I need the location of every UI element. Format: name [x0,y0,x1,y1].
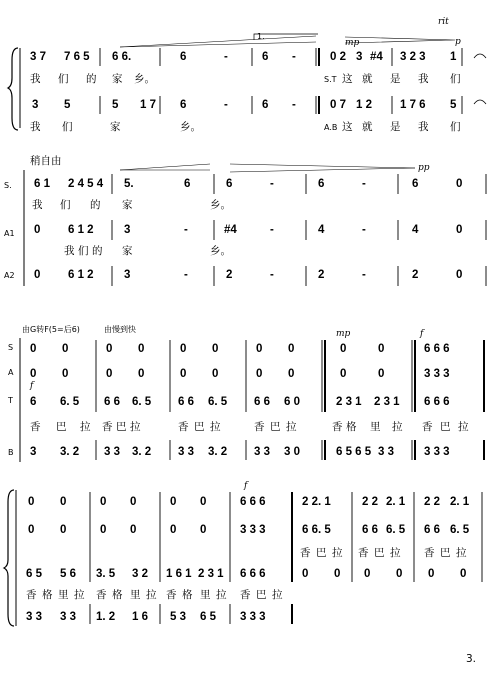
lyric: 拉 [80,421,91,433]
lyric: 香 [96,589,107,601]
s2s-note: 6 [184,178,191,190]
s1l-note-1: 3 [32,99,39,111]
lyric: 里 [58,589,69,601]
lyric: 巴 [374,547,385,559]
lyric: 拉 [392,421,403,433]
note: 5 6 [60,568,76,580]
system-3 [7,324,484,462]
s4-row-2-lyrics [300,546,467,559]
note: 6 6. 5 [302,524,331,536]
note: 3 3 3 [240,524,266,536]
lyric: 拉 [286,421,297,433]
dynamic-mp: mp [336,329,351,339]
system-1 [8,17,486,133]
s1u-note-8: 0 2 [330,51,346,63]
note: 0 [256,343,263,355]
label-s: S. [4,181,12,190]
s2a2-note: 0 [34,269,41,281]
note: 3 3 [254,446,270,458]
lyric: 拉 [74,589,85,601]
note: 3 [30,446,37,458]
lyric: A.B [324,123,338,132]
lyric: 乡。 [180,121,201,133]
label-a1: A1 [4,229,15,238]
note: 6. 5 [132,396,152,408]
lyric: 香 [30,421,41,433]
decrescendo-line [120,36,316,47]
s2a1-note: - [362,224,366,236]
lyric: 巴 [256,589,267,601]
dynamic-p: p [455,37,461,47]
dynamic-f: f [420,329,424,339]
s1l-note-2: 5 [64,99,71,111]
s2s-note: 2 4 5 4 [68,178,104,190]
note: 0 [60,496,67,508]
label-t: T [8,396,13,405]
lyric: 们 [450,121,461,133]
lyric: 巴 [116,421,127,433]
note: 2 2 [424,496,440,508]
key-change: 由G转F(5=后6) [22,325,80,334]
s2a2-note: - [362,269,366,281]
note: 0 [340,368,347,380]
s2a2-note: 3 [124,269,131,281]
lyric: 我 [64,245,75,257]
lyric: S.T [324,75,337,84]
lyric: 家 [110,121,121,133]
s2s-note: 5. [124,178,134,190]
lyric: 巴 [194,421,205,433]
lyric: 里 [370,421,381,433]
lyric: 乡。 [134,73,155,85]
s4-row-3 [26,568,466,580]
lyric: 家 [122,199,133,211]
lyric: 拉 [146,589,157,601]
note: 0 [378,368,385,380]
system-2 [4,154,486,286]
note: 2 3 1 [374,396,400,408]
s1u-note-7: - [292,51,296,63]
note: 6. 5 [450,524,470,536]
dynamic-f: f [244,481,248,491]
s2a1-note: 0 [456,224,463,236]
note: 0 [100,524,107,536]
note: 2 2 [362,496,378,508]
tempo-change: 由慢到快 [104,325,136,334]
s2a2-note: 2 [318,269,325,281]
dynamic-pp: pp [418,163,430,173]
lyric: 这 [342,121,353,133]
lyric: 们 [60,199,71,211]
note: 1 6 1 [166,568,192,580]
lyric: 拉 [458,421,469,433]
lyric: 拉 [210,421,221,433]
note: 0 [106,368,113,380]
s1l-note-12: 5 [450,99,457,111]
s2a1-note: 3 [124,224,131,236]
note: 3. 2 [132,446,152,458]
decrescendo-hairpin [345,37,455,43]
lyric: 家 [122,245,133,257]
s1l-note-6: - [224,99,228,111]
fermata-icon [474,100,486,104]
fermata-icon [474,54,486,58]
s2s-note: 6 [412,178,419,190]
s2a2-note: - [184,269,188,281]
note: 3 3 [178,446,194,458]
lyric: 巴 [270,421,281,433]
note: 0 [106,343,113,355]
s1u-note-11: 3 2 3 [400,51,426,63]
s2s-note: - [270,178,274,190]
lyric: 巴 [316,547,327,559]
s1u-note-9: 3 [356,51,363,63]
lyric: 乡。 [210,245,231,257]
note: 6 0 [284,396,300,408]
s1u-note-4: 6 [180,51,187,63]
note: 5 3 [170,611,186,623]
s2a2-note: 2 [412,269,419,281]
lyric: 的 [86,73,97,85]
note: 0 [30,343,37,355]
note: 0 [170,496,177,508]
lyric: 巴 [440,421,451,433]
s2-a1-lyrics [64,244,231,257]
lyric: 我 [30,121,41,133]
lyric: 香 [102,421,113,433]
lyric: 们 [58,73,69,85]
note: 1. 2 [96,611,116,623]
note: 3. 2 [60,446,80,458]
s2a1-note: 4 [318,224,325,236]
note: 6 [30,396,37,408]
label-a2: A2 [4,271,15,280]
s2a1-note: 6 1 2 [68,224,94,236]
s2s-note: 6 [226,178,233,190]
lyric: 拉 [332,547,343,559]
note: 2 2. 1 [302,496,331,508]
s2a1-note: - [184,224,188,236]
note: 0 [428,568,435,580]
note: 0 [28,524,35,536]
s3-s-row [30,343,450,355]
s1l-note-11: 1 7 6 [400,99,426,111]
note: 0 [288,368,295,380]
lyric: 巴 [56,421,67,433]
note: 0 [170,524,177,536]
note: 3 3 3 [424,368,450,380]
s4-row-3-lyrics [26,588,283,601]
s2a1-note: 4 [412,224,419,236]
s1u-note-12: 1 [450,51,457,63]
system-brace [4,490,14,626]
s1u-note-6: 6 [262,51,269,63]
s2a1-note: 0 [34,224,41,236]
note: 0 [212,343,219,355]
lyric: 这 [342,73,353,85]
note: 2 3 1 [336,396,362,408]
lyric: 我 [30,73,41,85]
s2a2-note: - [270,269,274,281]
dynamic-mp: mp [345,38,360,48]
note: 0 [378,343,385,355]
note: 2 3 1 [198,568,224,580]
s2a2-note: 2 [226,269,233,281]
note: 0 [60,524,67,536]
note: 3 2 [132,568,148,580]
lyric: 拉 [390,547,401,559]
lyric: 格 [112,589,123,601]
decrescendo-line [120,164,210,170]
note: 6. 5 [60,396,80,408]
lyric: 是 [390,73,401,85]
lyric: 的 [90,199,101,211]
note: 0 [364,568,371,580]
note: 0 [130,496,137,508]
note: 3. 5 [96,568,116,580]
s1l-note-9: 0 7 [330,99,346,111]
note: 6 6 6 [424,343,450,355]
s2a1-note: - [270,224,274,236]
s1-lower-lyrics [30,120,461,133]
label-a: A [8,368,14,377]
note: 6 6 [104,396,120,408]
s3-b-row [30,446,450,458]
note: 0 [340,343,347,355]
lyric: 拉 [456,547,467,559]
lyric: 香 [332,421,343,433]
note: 6. 5 [208,396,228,408]
note: 2. 1 [386,496,406,508]
s1-upper-lyrics [30,72,461,85]
lyric: 香 [26,589,37,601]
lyric: 拉 [130,421,141,433]
note: 0 [28,496,35,508]
lyric: 拉 [216,589,227,601]
s1l-note-10: 1 2 [356,99,372,111]
lyric: 家 [112,73,123,85]
lyric: 乡。 [210,199,231,211]
s2a2-note: 6 1 2 [68,269,94,281]
note: 0 [200,496,207,508]
note: 6 5 6 5 [336,446,372,458]
lyric: 巴 [440,547,451,559]
note: 3 0 [284,446,300,458]
rit-marking: rit [438,17,449,27]
tempo-marking: 稍自由 [30,155,62,167]
lyric: 香 [422,421,433,433]
label-s: S [8,343,14,352]
note: 0 [180,368,187,380]
s2a1-note: #4 [224,224,237,236]
note: 3 3 [60,611,76,623]
note: 6. 5 [386,524,406,536]
lyric: 拉 [272,589,283,601]
note: 6 6 [254,396,270,408]
label-b: B [8,448,14,457]
page-number: 3. [466,653,477,665]
lyric: 里 [130,589,141,601]
note: 0 [62,368,69,380]
note: 3 3 [378,446,394,458]
s2s-note: 6 1 [34,178,50,190]
note: 0 [138,368,145,380]
note: 2. 1 [450,496,470,508]
note: 0 [302,568,309,580]
note: 6 5 [200,611,216,623]
s3-t-lyrics [30,420,469,433]
lyric: 们 [450,73,461,85]
note: 0 [334,568,341,580]
note: 0 [100,496,107,508]
note: 0 [212,368,219,380]
lyric: 格 [182,589,193,601]
lyric: 格 [346,421,357,433]
note: 1 6 [132,611,148,623]
lyric: 香 [240,589,251,601]
lyric: 香 [358,547,369,559]
lyric: 的 [92,245,103,257]
note: 3 3 [104,446,120,458]
note: 0 [460,568,467,580]
s2s-note: - [362,178,366,190]
lyric: 是 [390,121,401,133]
lyric: 香 [254,421,265,433]
lyric: 我 [418,121,429,133]
note: 6 6 6 [424,396,450,408]
note: 0 [130,524,137,536]
note: 6 6 6 [240,496,266,508]
note: 0 [138,343,145,355]
note: 0 [288,343,295,355]
note: 0 [180,343,187,355]
note: 0 [200,524,207,536]
lyric: 香 [424,547,435,559]
s2-s-lyrics [32,198,231,211]
lyric: 们 [62,121,73,133]
s1l-note-3: 5 [112,99,119,111]
note: 6 6 [424,524,440,536]
note: 6 6 [178,396,194,408]
note: 3. 2 [208,446,228,458]
note: 0 [30,368,37,380]
s1l-note-5: 6 [180,99,187,111]
note: 6 6 [362,524,378,536]
note: 3 3 3 [240,611,266,623]
lyric: 我 [32,199,43,211]
note: 6 5 [26,568,42,580]
note: 0 [62,343,69,355]
dynamic-f: f [30,381,34,391]
lyric: 就 [362,73,373,85]
lyric: 里 [200,589,211,601]
s1l-note-4: 1 7 [140,99,156,111]
lyric: 就 [362,121,373,133]
lyric: 们 [78,245,89,257]
s2s-note: 0 [456,178,463,190]
s2a2-note: 0 [456,269,463,281]
s3-t-row [30,396,450,408]
s1u-note-3: 6 6. [112,51,132,63]
note: 3 3 3 [424,446,450,458]
s1u-note-5: - [224,51,228,63]
note: 0 [256,368,263,380]
s3-a-row [30,368,450,380]
s1u-note-1: 3 7 [30,51,46,63]
s2s-note: 6 [318,178,325,190]
s1u-note-2: 7 6 5 [64,51,90,63]
volta-1-label: 1. [257,32,265,41]
s1l-note-7: 6 [262,99,269,111]
note: 3 3 [26,611,42,623]
lyric: 香 [300,547,311,559]
lyric: 香 [166,589,177,601]
s1u-note-10: #4 [370,51,383,63]
lyric: 格 [42,589,53,601]
decrescendo-hairpin [230,164,415,172]
lyric: 香 [178,421,189,433]
lyric: 我 [418,73,429,85]
note: 0 [396,568,403,580]
system-brace [8,48,18,130]
s1l-note-8: - [292,99,296,111]
note: 6 6 6 [240,568,266,580]
